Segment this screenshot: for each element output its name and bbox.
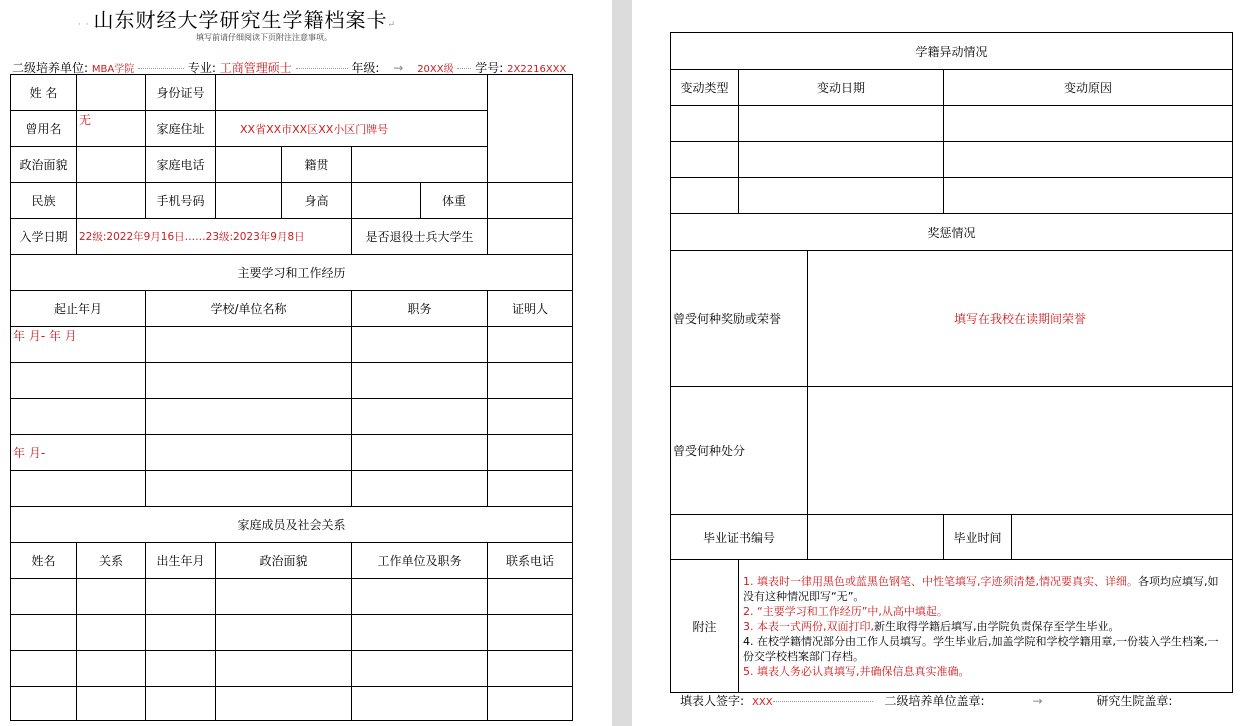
enroll-label: 入学日期 — [11, 219, 77, 255]
experience-row1-position[interactable] — [352, 327, 488, 363]
former-name-label: 曾用名 — [11, 111, 77, 147]
family-row-cell[interactable] — [11, 579, 77, 615]
unit-value[interactable]: MBA学院 — [91, 64, 135, 75]
signature-footer: 填表人签字: XXX 二级培养单位盖章: → 研究生院盖章: — [680, 694, 1173, 708]
mobile-label: 手机号码 — [146, 183, 216, 219]
name-label: 姓 名 — [11, 75, 77, 111]
home-phone-label: 家庭电话 — [146, 147, 216, 183]
status-section-title: 学籍异动情况 — [671, 33, 1233, 70]
document-subtitle: 填写前请仔细阅读下页附注注意事项。 — [196, 33, 332, 42]
header-info-line: 二级培养单位: MBA学院 专业: 工商管理硕士 年级: → 20XX级 学号: 2X2216XXX — [12, 61, 567, 75]
experience-row3-position[interactable] — [352, 399, 488, 435]
grade-value[interactable]: 20XX级 — [417, 64, 454, 75]
status-row-cell[interactable] — [671, 178, 739, 214]
family-row-cell[interactable] — [488, 615, 573, 651]
unit-seal-label: 二级培养单位盖章: — [884, 694, 985, 708]
note-4: 4. 在校学籍情况部分由工作人员填写。学生毕业后,加盖学院和学校学籍用章,一份装入学生档案,一份交学校档案部门存档。 — [743, 634, 1219, 663]
address-value[interactable]: XX省XX市XX区XX小区门牌号 — [216, 111, 488, 147]
notes-label: 附注 — [671, 560, 739, 693]
experience-header-witness: 证明人 — [488, 291, 573, 327]
signer-label: 填表人签字: — [680, 694, 745, 708]
family-header-name: 姓名 — [11, 543, 77, 579]
family-row-cell[interactable] — [77, 615, 146, 651]
family-header-employer: 工作单位及职务 — [352, 543, 488, 579]
experience-row4-school[interactable] — [146, 435, 352, 471]
family-row-cell[interactable] — [352, 615, 488, 651]
experience-row1-witness[interactable] — [488, 327, 573, 363]
enroll-value[interactable]: 22级:2022年9月16日……23级:2023年9月8日 — [77, 219, 352, 255]
experience-row4-witness[interactable] — [488, 435, 573, 471]
family-section-title: 家庭成员及社会关系 — [11, 507, 573, 543]
notes-content — [739, 560, 1233, 693]
document-title: · · 山东财经大学研究生学籍档案卡↵ — [78, 8, 396, 32]
experience-row2-position[interactable] — [352, 363, 488, 399]
family-row-cell[interactable] — [11, 687, 77, 721]
veteran-label: 是否退役士兵大学生 — [352, 219, 488, 255]
experience-section-title: 主要学习和工作经历 — [11, 255, 573, 291]
experience-row2-school[interactable] — [146, 363, 352, 399]
experience-header-period: 起止年月 — [11, 291, 146, 327]
family-row-cell[interactable] — [77, 579, 146, 615]
height-label: 身高 — [282, 183, 352, 219]
family-row-cell[interactable] — [488, 579, 573, 615]
veteran-cell[interactable] — [488, 219, 573, 255]
unit-label: 二级培养单位: — [12, 61, 89, 75]
experience-row2-witness[interactable] — [488, 363, 573, 399]
native-cell[interactable] — [352, 147, 488, 183]
experience-row2-period[interactable] — [11, 363, 146, 399]
political-cell[interactable] — [77, 147, 146, 183]
name-cell[interactable] — [77, 75, 146, 111]
cert-number-cell[interactable] — [808, 515, 944, 560]
family-row-cell[interactable] — [146, 687, 216, 721]
idcard-label: 身份证号 — [146, 75, 216, 111]
punish-cell[interactable] — [808, 387, 1233, 515]
experience-header-school: 学校/单位名称 — [146, 291, 352, 327]
family-row-cell[interactable] — [77, 651, 146, 687]
family-row-cell[interactable] — [216, 579, 352, 615]
student-id-label: 学号: — [475, 61, 504, 75]
grad-time-cell[interactable] — [1012, 515, 1233, 560]
experience-row5-witness[interactable] — [488, 471, 573, 507]
experience-row3-witness[interactable] — [488, 399, 573, 435]
experience-row5-period[interactable] — [11, 471, 146, 507]
status-row-cell[interactable] — [671, 142, 739, 178]
experience-row1-school[interactable] — [146, 327, 352, 363]
major-label: 专业: — [187, 61, 216, 75]
family-header-relation: 关系 — [77, 543, 146, 579]
signer-value[interactable]: XXX — [752, 697, 773, 708]
height-cell[interactable] — [352, 183, 421, 219]
family-row-cell[interactable] — [216, 687, 352, 721]
archive-card-table — [10, 74, 573, 721]
family-row-cell[interactable] — [352, 687, 488, 721]
photo-cell[interactable] — [488, 75, 573, 183]
experience-row5-position[interactable] — [352, 471, 488, 507]
family-header-political: 政治面貌 — [216, 543, 352, 579]
family-row-cell[interactable] — [216, 615, 352, 651]
status-header-reason: 变动原因 — [944, 70, 1233, 106]
family-row-cell[interactable] — [488, 687, 573, 721]
awards-section-title: 奖惩情况 — [671, 214, 1233, 251]
note-1: 1. 填表时一律用黑色或蓝黑色钢笔、中性笔填写,字迹须清楚,情况要真实、详细。各项均应填写,如没有这种情况即写“无”。 — [743, 574, 1219, 603]
experience-row5-school[interactable] — [146, 471, 352, 507]
award-label: 曾受何种奖励或荣誉 — [671, 251, 808, 387]
experience-row3-period[interactable] — [11, 399, 146, 435]
family-header-birth: 出生年月 — [146, 543, 216, 579]
grade-label: 年级: — [351, 61, 380, 75]
award-value[interactable]: 填写在我校在读期间荣誉 — [808, 251, 1233, 387]
ethnic-cell[interactable] — [77, 183, 146, 219]
page-front — [0, 0, 612, 726]
note-3: 3. 本表一式两份,双面打印,新生取得学籍后填写,由学院负责保存至学生毕业。 — [743, 619, 1120, 633]
status-row-cell[interactable] — [671, 106, 739, 142]
family-row-cell[interactable] — [146, 651, 216, 687]
status-header-type: 变动类型 — [671, 70, 739, 106]
experience-header-position: 职务 — [352, 291, 488, 327]
family-row-cell[interactable] — [146, 579, 216, 615]
family-row-cell[interactable] — [216, 651, 352, 687]
family-row-cell[interactable] — [352, 651, 488, 687]
page-gutter — [612, 0, 632, 726]
home-phone-cell[interactable] — [216, 147, 282, 183]
experience-row3-school[interactable] — [146, 399, 352, 435]
status-row-cell[interactable] — [739, 106, 944, 142]
address-label: 家庭住址 — [146, 111, 216, 147]
note-2: 2. “主要学习和工作经历”中,从高中填起。 — [743, 604, 948, 618]
family-row-cell[interactable] — [11, 615, 77, 651]
student-id-value[interactable]: 2X2216XXX — [507, 64, 567, 75]
status-row-cell[interactable] — [944, 106, 1233, 142]
grad-seal-label: 研究生院盖章: — [1096, 694, 1173, 708]
idcard-cell[interactable] — [216, 75, 488, 111]
ethnic-label: 民族 — [11, 183, 77, 219]
status-row-cell[interactable] — [944, 142, 1233, 178]
family-header-phone: 联系电话 — [488, 543, 573, 579]
mobile-cell[interactable] — [216, 183, 282, 219]
status-header-date: 变动日期 — [739, 70, 944, 106]
political-label: 政治面貌 — [11, 147, 77, 183]
status-table — [670, 32, 1233, 693]
weight-label: 体重 — [421, 183, 488, 219]
experience-row4-position[interactable] — [352, 435, 488, 471]
major-value[interactable]: 工商管理硕士 — [219, 61, 292, 75]
status-row-cell[interactable] — [944, 178, 1233, 214]
family-row-cell[interactable] — [11, 651, 77, 687]
experience-row1-period[interactable]: 年 月- 年 月 — [11, 327, 146, 363]
weight-cell[interactable] — [488, 183, 573, 219]
family-row-cell[interactable] — [488, 651, 573, 687]
punish-label: 曾受何种处分 — [671, 387, 808, 515]
native-label: 籍贯 — [282, 147, 352, 183]
cert-number-label: 毕业证书编号 — [671, 515, 808, 560]
former-name-value[interactable]: 无 — [77, 111, 146, 147]
family-row-cell[interactable] — [77, 687, 146, 721]
status-row-cell[interactable] — [739, 142, 944, 178]
family-row-cell[interactable] — [352, 579, 488, 615]
family-row-cell[interactable] — [146, 615, 216, 651]
status-row-cell[interactable] — [739, 178, 944, 214]
grad-time-label: 毕业时间 — [944, 515, 1012, 560]
experience-row4-period[interactable]: 年 月- — [11, 435, 146, 471]
note-5: 5. 填表人务必认真填写,并确保信息真实准确。 — [743, 664, 970, 678]
